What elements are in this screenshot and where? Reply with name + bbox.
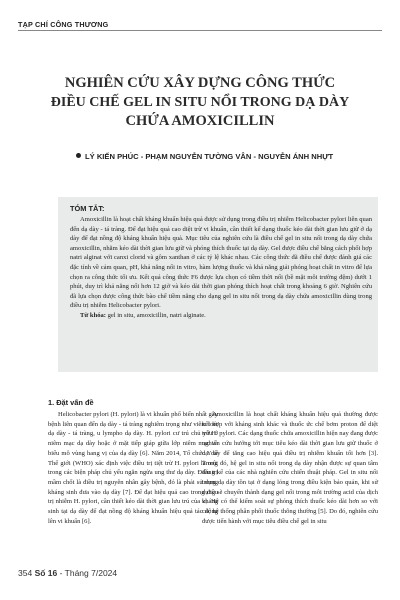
abstract-body: Amoxicillin là hoạt chất kháng khuẩn hiệu quả được sử dụng trong điều trị nhiễm Helicobacter pylori liên quan đến dạ dày - tá tràng. Để đạt hiệu quả cao diệt trừ vi khuẩn, cần thiết kế dạng thuốc kéo dài thời gian lưu giữ ở dạ dày để đạt nồng độ kháng khuẩn hiệu quả. Mục tiêu của nghiên cứu là điều chế gel in situ nổi trong dạ dày chứa amoxicillin, nhằm kéo dài thời gian lưu giữ và phóng thích thuốc tại dạ dày. Gel được điều chế bằng cách phối hợp natri alginat với canxi clorid và gôm xanthan ở các tỷ lệ khác nhau. Các công thức đã điều chế được đánh giá các đặc tính về cảm quan, pH, khả năng nổi in vitro, hàm lượng thuốc và khả năng giải phóng hoạt chất in vitro để lựa chọn ra công thức tối ưu. Kết quả công thức F6 được lựa chọn có tiềm thời nổi (bề mặt môi trường đệm) dưới 1 phút, duy trì khả năng nổi hơn 12 giờ và kéo dài thời gian phóng thích hoạt chất trong khoảng 6 giờ. Nghiên cứu đã lựa chọn được công thức bào chế tiềm năng cho dạng gel in situ nổi trong dạ dày chứa amoxicillin dùng trong điều trị nhiễm Helicobacter pylori. <box>70 216 373 310</box>
bullet-icon <box>76 153 81 158</box>
article-title <box>30 74 370 131</box>
issue-number: Số 16 <box>34 568 58 578</box>
column-right-text: Amoxicillin là hoạt chất kháng khuẩn hiệu quả thường được kết hợp với kháng sinh khác và thuốc ức chế bơm proton để diệt trừ H. pylori. Các dạng thuốc chứa amoxicillin hiện nay đang được nghiên cứu hướng tới mục tiêu kéo dài thời gian lưu giữ thuốc ở dạ dày để tăng cao hiệu quả điều trị nhiễm khuẩn tối hơn [3]. Trong đó, hệ gel in situ nổi trong dạ dày nhận được sự quan tâm đáng kể của các nhà nghiên cứu chiến thuật pháp. Gel in situ nổi trong dạ dày tồn tại ở dạng lỏng trong điều kiện bảo quản, khi sử dụng sẽ chuyển thành dạng gel nổi trong môi trường acid của dịch vị. Hệ có thể kiểm soát sự phóng thích thuốc kéo dài hơn so với các hệ thống phân phối thuốc thông thường [5]. Do đó, nghiên cứu được tiến hành với mục tiêu điều chế gel in situ <box>202 411 378 525</box>
keywords-text: gel in situ, amoxicillin, natri alginate. <box>107 311 206 319</box>
page-number: 354 <box>18 568 33 578</box>
body-column-left <box>48 410 218 526</box>
title-line-1: NGHIÊN CỨU XÂY DỰNG CÔNG THỨC <box>64 75 336 91</box>
section-heading: 1. Đặt vấn đề <box>48 398 94 407</box>
abstract-text <box>70 215 372 321</box>
keywords-label: Từ khóa: <box>80 311 106 319</box>
abstract-heading: TÓM TẮT: <box>70 204 105 213</box>
body-column-right <box>202 410 378 526</box>
journal-name: TẠP CHÍ CÔNG THƯƠNG <box>18 20 109 29</box>
authors <box>76 152 376 161</box>
issue-date: - Tháng 7/2024 <box>59 568 118 578</box>
keywords <box>70 311 372 321</box>
title-line-3: CHỨA AMOXICILLIN <box>125 113 275 129</box>
page-footer <box>18 568 117 578</box>
title-line-2: ĐIỀU CHẾ GEL IN SITU NỔI TRONG DẠ DÀY <box>50 95 350 110</box>
column-left-text: Helicobacter pylori (H. pylori) là vi khuẩn phổ biến nhất gây bệnh liên quan đến dạ dày - tá tràng nghiêm trọng như viêm loét dạ dày - tá tràng, u lympho dạ dày. H. pylori cư trú chủ yếu ở niêm mạc dạ dày hoặc ở mặt tiếp giáp giữa lớp niêm mạc và biểu mô vùng hang vị của dạ dày [6]. Năm 2014, Tổ chức Y tế Thế giới (WHO) xác định việc điều trị tiệt trừ H. pylori là một trong các biện pháp chủ yếu ngăn ngừa ung thư dạ dày. Điều trị mầm chốt là điều trị nguyên nhân gây bệnh, đó là phải sử dụng kháng sinh đưa vào dạ dày [7]. Để đạt hiệu quả cao trong điều trị nhiễm H. pylori, cần thiết kéo dài thời gian lưu trú của kháng sinh tại dạ dày để đạt nồng độ kháng khuẩn hiệu quả tác động lên vi khuẩn [6]. <box>48 411 218 525</box>
header-rule <box>18 30 382 31</box>
author-names: LÝ KIẾN PHÚC - PHẠM NGUYỄN TƯỜNG VÂN - NGUYỄN ÁNH NHỰT <box>85 152 334 161</box>
